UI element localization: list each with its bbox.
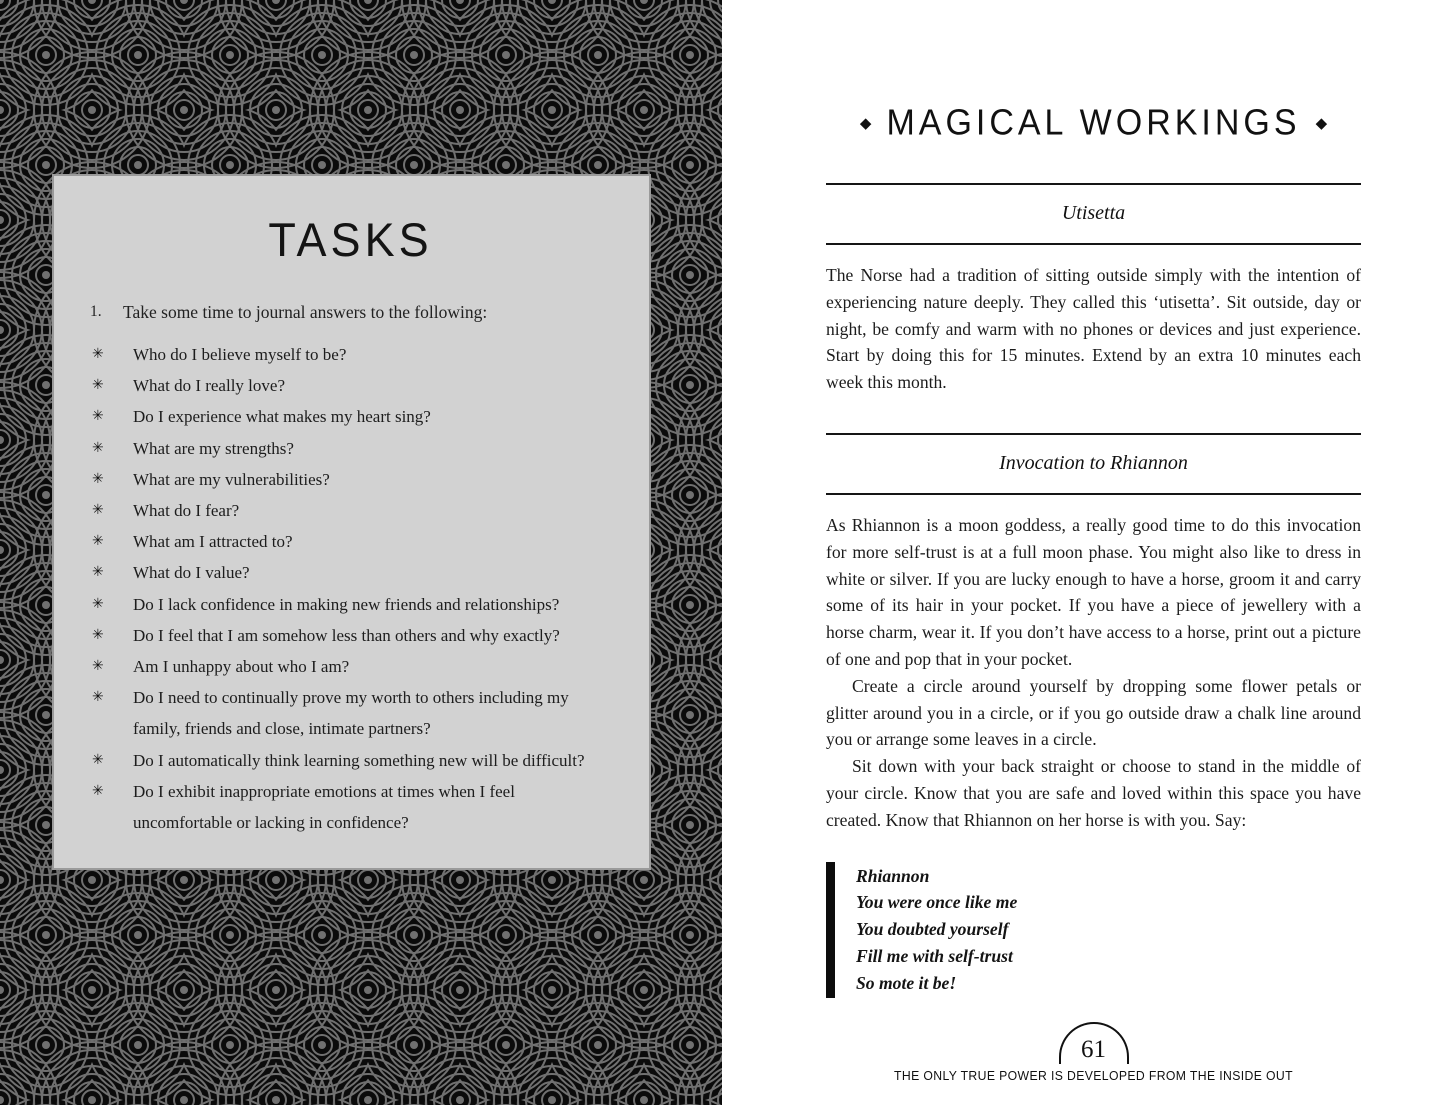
task-item: [88, 433, 613, 464]
intro-number: 1.: [90, 303, 102, 320]
section-heading-invocation: Invocation to Rhiannon: [999, 451, 1188, 474]
section-rule: [826, 493, 1361, 495]
chapter-title-text: MAGICAL WORKINGS: [886, 103, 1301, 143]
page-number-arc: [1059, 1022, 1129, 1064]
invocation-paragraph: Sit down with your back straight or choose to stand in the middle of your circle. Know that you are safe and loved within this space you have created. Know that Rhiannon on her horse is with you. Say:: [826, 756, 1361, 830]
task-item-text: What am I attracted to?: [133, 532, 293, 552]
task-item: [88, 651, 613, 682]
task-item-text: Do I need to continually prove my worth to others including my family, friends and close, intimate partners?: [133, 688, 569, 739]
task-item-text: What do I fear?: [133, 501, 240, 521]
verse-line: You doubted yourself: [856, 919, 1009, 940]
section-heading-utisetta: Utisetta: [1061, 202, 1126, 224]
invocation-paragraph: As Rhiannon is a moon goddess, a really good time to do this invocation for more self-trust is at a full moon phase. You might also like to dress in white or silver. If you are lucky enough to have a horse, groom it and carry some of its hair in your pocket. If you have a piece of jewellery with a horse charm, wear it. If you don’t have access to a horse, print out a picture of one and pop that in your pocket.: [826, 514, 1361, 669]
page-number: 61: [1081, 1035, 1106, 1063]
task-item: [88, 464, 613, 495]
asterisk-bullet-icon: ✳: [92, 627, 104, 643]
page-footer: [826, 1022, 1361, 1083]
asterisk-bullet-icon: ✳: [92, 752, 104, 768]
task-item-text: What are my strengths?: [133, 438, 294, 458]
asterisk-bullet-icon: ✳: [92, 347, 104, 362]
task-item: [88, 401, 613, 432]
task-item: [88, 620, 613, 651]
asterisk-bullet-icon: ✳: [92, 378, 104, 394]
asterisk-bullet-icon: ✳: [92, 565, 104, 581]
invocation-verse: [826, 862, 1361, 998]
task-item-text: Am I unhappy about who I am?: [133, 657, 350, 677]
chapter-title: [826, 104, 1361, 143]
asterisk-bullet-icon: ✳: [92, 409, 104, 425]
asterisk-bullet-icon: ✳: [92, 690, 104, 706]
intro-text: Take some time to journal answers to the following:: [123, 302, 488, 322]
task-item-text: Who do I believe myself to be?: [133, 345, 347, 364]
footer-tagline: THE ONLY TRUE POWER IS DEVELOPED FROM THE INSIDE OUT: [894, 1067, 1293, 1083]
asterisk-bullet-icon: ✳: [92, 659, 104, 675]
task-item-text: Do I exhibit inappropriate emotions at times when I feel uncomfortable or lacking in confidence?: [133, 781, 515, 833]
right-page-content: [826, 0, 1361, 1083]
task-item: [88, 745, 613, 776]
asterisk-bullet-icon: ✳: [92, 440, 104, 456]
diamond-ornament-icon: ◆: [859, 115, 872, 132]
asterisk-bullet-icon: ✳: [92, 471, 104, 487]
task-item: [88, 776, 613, 838]
utisetta-paragraph: The Norse had a tradition of sitting outside simply with the intention of experiencing nature deeply. They called this ‘utisetta’. Sit outside, day or night, be comfy and warm with no phones or devices and just experience. Start by doing this for 15 minutes. Extend by an extra 10 minutes each week this month.: [826, 265, 1361, 393]
tasks-intro: [88, 300, 613, 324]
right-page: [722, 0, 1445, 1105]
tasks-title: TASKS: [268, 212, 433, 267]
task-item: [88, 526, 613, 557]
task-item-text: Do I lack confidence in making new friends and relationships?: [133, 594, 560, 614]
task-item: [88, 495, 613, 526]
asterisk-bullet-icon: ✳: [92, 503, 104, 519]
task-item-text: What do I really love?: [133, 376, 285, 396]
verse-line: You were once like me: [856, 892, 1018, 913]
left-page: [0, 0, 722, 1105]
asterisk-bullet-icon: ✳: [92, 534, 104, 550]
task-item: [88, 339, 613, 370]
task-item: [88, 589, 613, 620]
asterisk-bullet-icon: ✳: [92, 783, 104, 799]
task-item-text: Do I experience what makes my heart sing?: [133, 407, 431, 427]
verse-line: So mote it be!: [856, 972, 957, 993]
task-item-text: Do I feel that I am somehow less than others and why exactly?: [133, 625, 560, 645]
task-item-text: What are my vulnerabilities?: [133, 469, 330, 489]
verse-line: Fill me with self-trust: [856, 945, 1013, 966]
tasks-box: [52, 174, 651, 870]
task-item: [88, 557, 613, 588]
invocation-paragraph: Create a circle around yourself by dropping some flower petals or glitter around you in a circle, or if you go outside draw a chalk line around you or arrange some leaves in a circle.: [826, 675, 1361, 750]
task-item: [88, 370, 613, 401]
section-rule: [826, 243, 1361, 245]
task-item: [88, 682, 613, 744]
asterisk-bullet-icon: ✳: [92, 596, 104, 612]
task-item-text: What do I value?: [133, 563, 250, 583]
task-item-text: Do I automatically think learning something new will be difficult?: [133, 750, 585, 770]
verse-line: Rhiannon: [856, 865, 930, 886]
tasks-list: [88, 339, 613, 838]
diamond-ornament-icon: ◆: [1315, 115, 1328, 132]
